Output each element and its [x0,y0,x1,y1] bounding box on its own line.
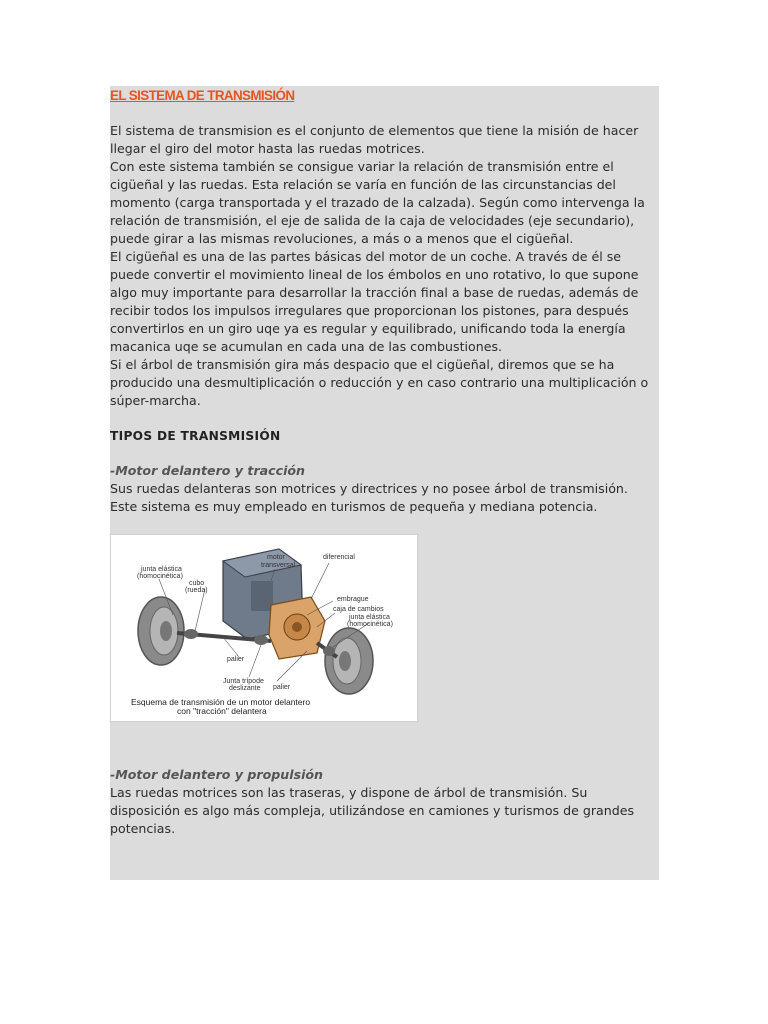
intro-paragraph-4: Si el árbol de transmisión gira más despacio que el cigüeñal, diremos que se ha producido una desmultiplicación o reducción y en caso contrario una multiplicación o súper-marcha. [110,357,649,408]
label-junta-elastica-left-2: (homocinética) [137,573,183,580]
intro-paragraph-3: El cigüeñal es una de las partes básicas del motor de un coche. A través de él se puede convertir el movimiento lineal de los émbolos en uno rotativo, lo que supone algo muy importante para desarrollar la tracción final a base de ruedas, además de recibir todos los impulsos irregulares que proporcionan los pistones, para después convertirlos en un giro uqe ya es regular y equilibrado, unificando toda la energía macanica uqe se acumulan en cada una de las combustiones. [110,249,639,354]
label-transversal: transversal [261,562,296,569]
label-cubo-2: (rueda) [185,587,208,594]
label-junta-tripode-1: Junta trípode [223,678,264,685]
transmission-diagram-figure [110,534,418,722]
section-heading: TIPOS DE TRANSMISIÓN [110,429,281,443]
engine-side-detail [251,581,273,611]
differential-center-shape [292,622,302,632]
type2-text: Las ruedas motrices son las traseras, y dispone de árbol de transmisión. Su disposición es algo más compleja, utilizándose en camiones y turismos de grandes potencias. [110,785,635,836]
transmission-diagram [111,535,417,721]
label-junta-tripode-2: deslizante [229,685,261,692]
type2-heading: -Motor delantero y propulsión [110,767,324,782]
page-title[interactable]: EL SISTEMA DE TRANSMISIÓN [110,88,295,103]
right-cv-joint-shape [323,646,335,656]
label-junta-elastica-right-1: junta elástica [349,614,390,621]
label-diferencial: diferencial [323,554,355,561]
label-embrague: embrague [337,596,369,603]
type1-heading: -Motor delantero y tracción [110,463,306,478]
figure-caption-line2: con "tracción" delantera [177,706,267,716]
left-hub-center-shape [160,621,172,641]
label-motor: motor [267,554,285,561]
right-hub-center-shape [339,651,351,671]
tripod-joint-shape [254,635,268,645]
label-palier-right: palier [273,684,291,691]
figure-caption-line1: Esquema de transmisión de un motor delantero [131,697,311,707]
label-junta-elastica-left-1: junta elástica [141,566,182,573]
document-content [110,86,655,838]
intro-paragraph-1: El sistema de transmision es el conjunto de elementos que tiene la misión de hacer llegar el giro del motor hasta las ruedas motrices. [110,123,639,156]
label-junta-elastica-right-2: (homocinética) [347,621,393,628]
label-palier-left: palier [227,656,245,663]
intro-paragraph-2: Con este sistema también se consigue variar la relación de transmisión entre el cigüeñal y las ruedas. Esta relación se varía en función de las circunstancias del momento (carga transportada y el trazado de la calzada). Según como intervenga la relación de transmisión, el eje de salida de la caja de velocidades (eje secundario), puede girar a las mismas revoluciones, a más o a menos que el cigüeñal. [110,159,645,246]
label-caja-de-cambios: caja de cambios [333,606,384,613]
label-cubo-1: cubo [189,580,205,587]
left-cv-joint-shape [184,629,198,639]
type1-text: Sus ruedas delanteras son motrices y directrices y no posee árbol de transmisión. Este sistema es muy empleado en turismos de pequeña y mediana potencia. [110,481,628,514]
